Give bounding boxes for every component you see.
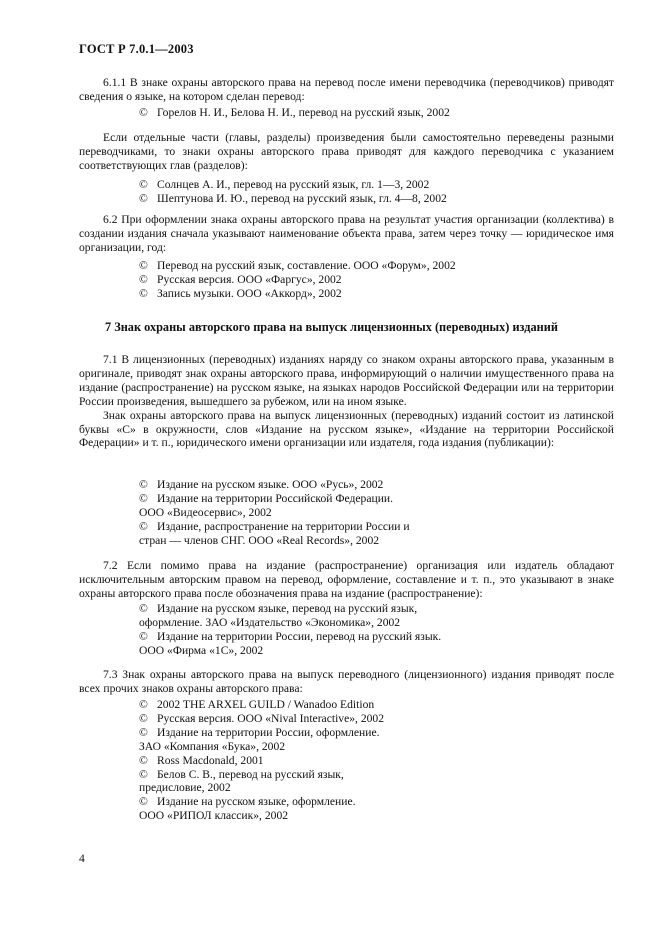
example-text: Перевод на русский язык, составление. ООО «Форум», 2002 [157,259,456,272]
example-continuation: ЗАО «Компания «Бука», 2002 [139,739,286,753]
example-item [139,287,609,301]
copyright-icon: © [139,753,148,767]
example-text: Ross Macdonald, 2001 [157,753,264,767]
example-continuation: стран — членов СНГ. ООО «Real Records», 2002 [139,533,380,547]
example-item [139,178,609,192]
copyright-icon: © [139,711,148,725]
example-text: Горелов Н. И., Белова Н. И., перевод на русский язык, 2002 [157,106,450,119]
copyright-icon: © [139,725,148,739]
example-text: 2002 THE ARXEL GUILD / Wanadoo Edition [157,698,375,711]
copyright-icon: © [139,767,148,781]
example-text: Издание на русском языке. ООО «Русь», 2002 [157,478,384,491]
copyright-icon: © [139,698,148,711]
copyright-icon: © [139,629,148,643]
example-item [139,630,609,644]
example-text: Издание на территории России, оформление. [157,725,380,739]
copyright-icon: © [139,286,148,300]
example-item [139,602,609,616]
paragraph-6-1-1 [79,76,614,104]
example-list-7-2 [139,602,609,658]
paragraph-6-1-1-b [79,131,614,173]
example-text: Издание на русском языке, оформление. [157,795,356,809]
copyright-icon: © [139,191,148,205]
paragraph-7-3 [79,668,614,696]
paragraph-text: Знак охраны авторского права на выпуск лицензионных (переводных) изданий состоит из латинской буквы «С» в окружности, слов «Издание на русском языке», «Издание на территории Российской Федерации» и т. п., юридического имени организации или издателя, года издания (публикации): [79,408,614,450]
example-item [139,754,609,768]
paragraph-7-2 [79,559,614,601]
example-text: Солнцев А. И., перевод на русский язык, гл. 1—3, 2002 [157,178,430,191]
example-text: Русская версия. ООО «Фаргус», 2002 [157,272,342,286]
copyright-icon: © [139,106,148,119]
example-item [139,795,609,809]
example-item [139,259,609,273]
example-list-7-1 [139,478,609,548]
example-item [139,273,609,287]
example-text: Запись музыки. ООО «Аккорд», 2002 [157,286,342,300]
standard-header: ГОСТ Р 7.0.1—2003 [79,42,194,56]
paragraph-text: 6.2 При оформлении знака охраны авторского права на результат участия организации (коллектива) в создании издания сначала указывают наименование объекта права, затем через точку — юридическое имя организации, год: [79,213,614,254]
example-continuation: ООО «Фирма «1С», 2002 [139,643,264,657]
paragraph-text: 7.2 Если помимо права на издание (распространение) организация или издатель обладают исключительным авторским правом на перевод, оформление, составление и т. п., это указывают в знаке охраны авторского права после обозначения права на издание (распространение): [79,559,614,600]
example-continuation: предисловие, 2002 [139,781,231,795]
example-text: Русская версия. ООО «Nival Interactive», 2002 [157,711,385,725]
example-list-6-1-1 [139,106,609,120]
example-continuation: оформление. ЗАО «Издательство «Экономика», 2002 [139,615,401,629]
copyright-icon: © [139,272,148,286]
paragraph-6-2 [79,213,614,255]
example-text: Издание на русском языке, перевод на русский язык, [157,602,418,615]
page-number: 4 [79,852,85,865]
paragraph-text: 7.1 В лицензионных (переводных) изданиях наряду со знаком охраны авторского права, указанным в оригинале, приводят знак охраны авторского права, информирующий о наличии имущественного права на издание (распространение) на русском языке, на языках народов Российской Федерации или на территории России произведения, вышедшего за рубежом, или на ином языке. [79,353,614,408]
copyright-icon: © [139,178,148,191]
paragraph-text: 6.1.1 В знаке охраны авторского права на перевод после имени переводчика (переводчиков) приводят сведения о языке, на котором сделан перевод: [79,76,614,103]
example-text: Белов С. В., перевод на русский язык, [157,767,344,781]
example-item [139,106,609,120]
copyright-icon: © [139,519,148,533]
paragraph-text: 7.3 Знак охраны авторского права на выпуск переводного (лицензионного) издания приводят после всех прочих знаков охраны авторского права: [79,668,614,695]
copyright-icon: © [139,478,148,491]
example-item [139,520,609,534]
example-continuation: ООО «Видеосервис», 2002 [139,505,272,519]
example-list-7-3 [139,698,609,823]
section-7-title: 7 Знак охраны авторского права на выпуск лицензионных (переводных) изданий [105,320,558,334]
example-list-6-2 [139,259,609,301]
example-item [139,698,609,712]
copyright-icon: © [139,491,148,505]
example-list-6-1-1-b [139,178,609,206]
example-item [139,192,609,206]
example-item [139,478,609,492]
example-text: Издание на территории России, перевод на русский язык. [157,629,442,643]
example-item [139,768,609,782]
paragraph-7-1 [79,353,614,450]
copyright-icon: © [139,259,148,272]
example-continuation: ООО «РИПОЛ классик», 2002 [139,809,289,823]
example-item [139,712,609,726]
example-text: Издание на территории Российской Федерации. [157,491,394,505]
example-item [139,726,609,740]
paragraph-text: Если отдельные части (главы, разделы) произведения были самостоятельно переведены разными переводчиками, то знаки охраны авторского права приводят для каждого переводчика с указанием соответствующих глав (разделов): [79,131,614,172]
copyright-icon: © [139,795,148,809]
example-text: Шептунова И. Ю., перевод на русский язык, гл. 4—8, 2002 [157,191,447,205]
copyright-icon: © [139,602,148,615]
example-text: Издание, распространение на территории России и [157,519,410,533]
example-item [139,492,609,506]
